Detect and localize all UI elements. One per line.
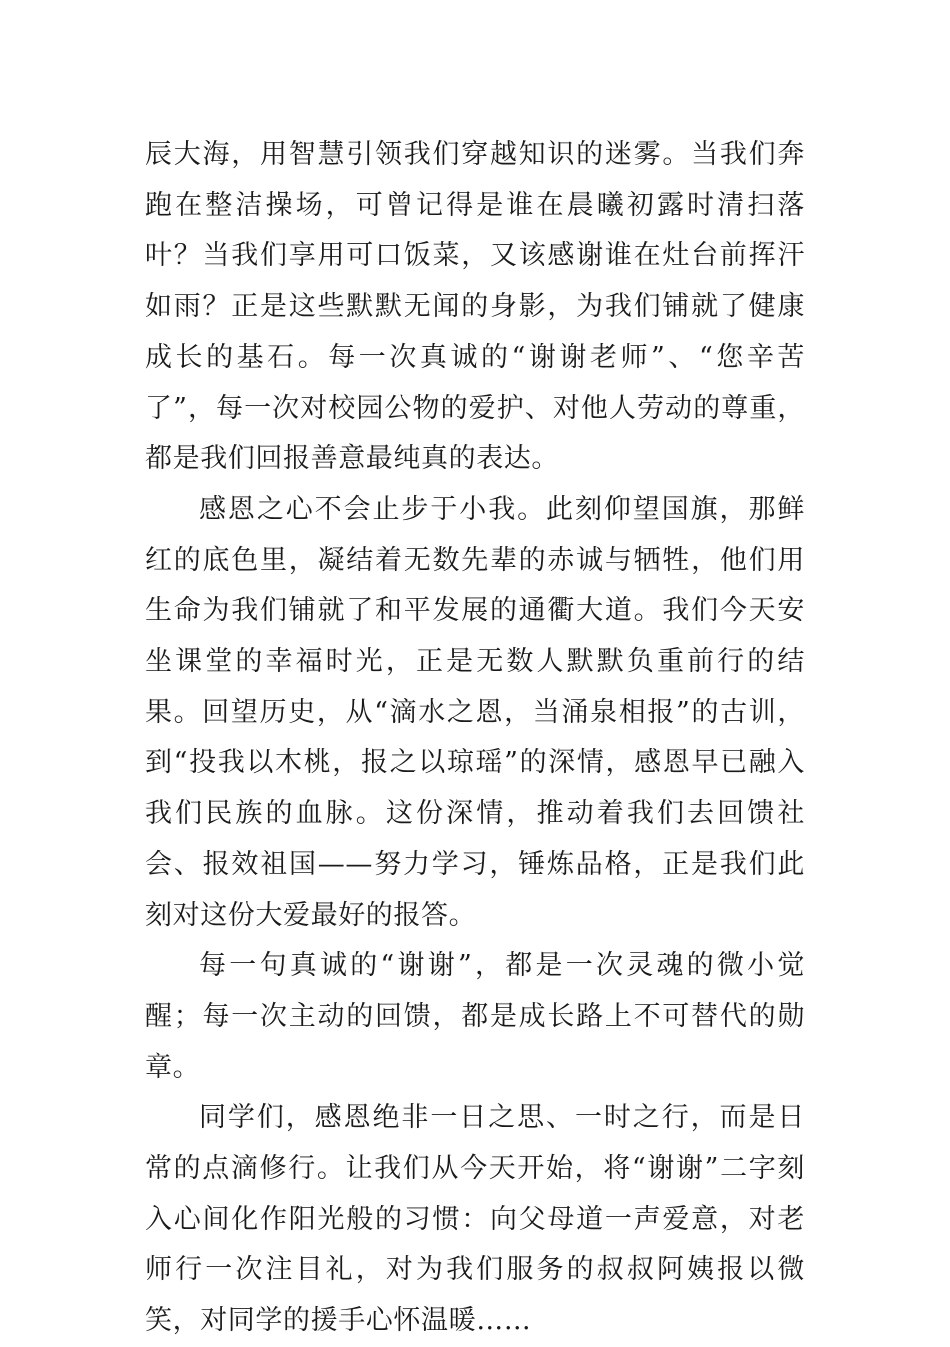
paragraph-3: 每一句真诚的“谢谢”，都是一次灵魂的微小觉醒；每一次主动的回馈，都是成长路上不可替代的勋章。	[145, 950, 805, 1083]
paragraph-4: 同学们，感恩绝非一日之思、一时之行，而是日常的点滴修行。让我们从今天开始，将“谢谢”二字刻入心间化作阳光般的习惯：向父母道一声爱意，对老师行一次注目礼，对为我们服务的叔叔阿姨报以微笑，对同学的援手心怀温暖……	[145, 1102, 805, 1337]
paragraph-2: 感恩之心不会止步于小我。此刻仰望国旗，那鲜红的底色里，凝结着无数先辈的赤诚与牺牲，他们用生命为我们铺就了和平发展的通衢大道。我们今天安坐课堂的幸福时光，正是无数人默默负重前行的结果。回望历史，从“滴水之恩，当涌泉相报”的古训，到“投我以木桃，报之以琼瑶”的深情，感恩早已融入我们民族的血脉。这份深情，推动着我们去回馈社会、报效祖国——努力学习，锤炼品格，正是我们此刻对这份大爱最好的报答。	[145, 493, 805, 931]
document-body	[145, 130, 805, 1347]
paragraph-1: 辰大海，用智慧引领我们穿越知识的迷雾。当我们奔跑在整洁操场，可曾记得是谁在晨曦初露时清扫落叶？当我们享用可口饭菜，又该感谢谁在灶台前挥汗如雨？正是这些默默无闻的身影，为我们铺就了健康成长的基石。每一次真诚的“谢谢老师”、“您辛苦了”，每一次对校园公物的爱护、对他人劳动的尊重，都是我们回报善意最纯真的表达。	[145, 139, 805, 475]
